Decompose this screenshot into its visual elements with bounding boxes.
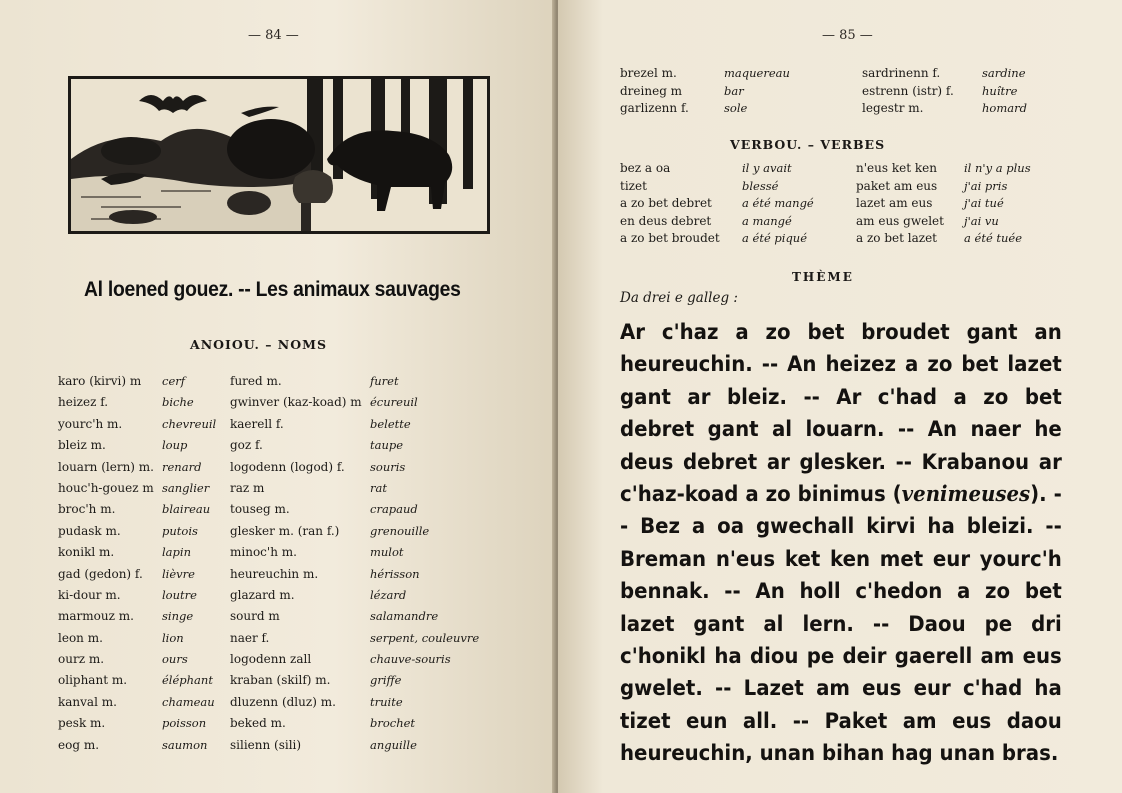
breton-term: a zo bet broudet: [620, 231, 720, 245]
breton-term: n'eus ket ken: [856, 161, 937, 175]
theme-text-italic: venimeuses: [901, 481, 1031, 507]
breton-term: legestr m.: [862, 101, 924, 115]
french-translation: furet: [370, 374, 399, 388]
breton-term: en deus debret: [620, 213, 712, 228]
breton-term: karo (kirvi) m: [58, 374, 142, 388]
french-translation: anguille: [370, 737, 417, 752]
verb-row: [620, 161, 1050, 179]
breton-term: bleiz m.: [58, 438, 106, 453]
french-translation: putois: [162, 523, 198, 538]
breton-term: sourd m: [230, 609, 280, 624]
french-translation: rat: [370, 480, 387, 495]
french-translation: chevreuil: [162, 416, 217, 431]
breton-term: a zo bet lazet: [856, 231, 937, 245]
breton-term: kraban (skilf) m.: [230, 673, 331, 688]
french-translation: lapin: [162, 545, 191, 560]
breton-term: sardrinenn f.: [862, 66, 941, 80]
verb-row: [620, 179, 1050, 197]
breton-term: garlizenn f.: [620, 101, 689, 115]
breton-term: pesk m.: [58, 716, 106, 731]
breton-term: glesker m. (ran f.): [230, 523, 340, 538]
breton-term: pudask m.: [58, 523, 121, 538]
breton-term: louarn (lern) m.: [58, 459, 154, 474]
french-translation: cerf: [162, 374, 185, 388]
french-translation: j'ai pris: [964, 178, 1008, 193]
breton-term: goz f.: [230, 438, 263, 453]
vocab-row: [58, 631, 498, 652]
breton-term: touseg m.: [230, 502, 290, 517]
vocab-row: [58, 609, 498, 630]
vocab-row: [58, 588, 498, 609]
breton-term: logodenn zall: [230, 652, 312, 667]
breton-term: logodenn (logod) f.: [230, 459, 345, 474]
breton-term: glazard m.: [230, 587, 295, 602]
vocab-row: [620, 66, 1050, 84]
french-translation: singe: [162, 609, 194, 624]
vocab-row: [58, 481, 498, 502]
breton-term: lazet am eus: [856, 196, 933, 210]
french-translation: a été tuée: [964, 231, 1023, 245]
french-translation: brochet: [370, 716, 416, 731]
french-translation: souris: [370, 459, 406, 474]
french-translation: biche: [162, 395, 194, 410]
page-number-right: — 85 —: [822, 28, 873, 43]
french-translation: blaireau: [162, 502, 211, 517]
breton-term: fured m.: [230, 374, 282, 388]
french-translation: sanglier: [162, 480, 210, 495]
french-translation: sardine: [982, 66, 1026, 80]
breton-term: yourc'h m.: [58, 416, 123, 431]
vocab-row: [58, 395, 498, 416]
breton-term: dreineg m: [620, 83, 683, 98]
theme-heading: THÈME: [792, 270, 854, 284]
french-translation: grenouille: [370, 523, 430, 538]
breton-term: leon m.: [58, 630, 103, 645]
breton-term: bez a oa: [620, 161, 671, 175]
french-translation: a été mangé: [742, 196, 814, 210]
breton-term: heureuchin m.: [230, 566, 319, 581]
french-translation: lièvre: [162, 566, 195, 581]
breton-term: kanval m.: [58, 694, 117, 709]
breton-term: houc'h-gouez m: [58, 480, 154, 495]
fish-vocabulary-list: [620, 66, 1050, 119]
french-translation: a mangé: [742, 213, 792, 228]
french-translation: mulot: [370, 545, 404, 560]
breton-term: marmouz m.: [58, 609, 134, 624]
page-title: Al loened gouez. -- Les animaux sauvages: [84, 278, 461, 301]
nouns-heading: ANOIOU. – NOMS: [190, 337, 327, 352]
french-translation: il y avait: [742, 161, 792, 175]
breton-term: naer f.: [230, 630, 270, 645]
breton-term: beked m.: [230, 716, 286, 731]
french-translation: saumon: [162, 737, 208, 752]
french-translation: bar: [724, 83, 744, 98]
breton-term: estrenn (istr) f.: [862, 83, 954, 98]
page-number-left: — 84 —: [248, 28, 299, 43]
breton-term: ki-dour m.: [58, 587, 121, 602]
vocab-row: [58, 438, 498, 459]
french-translation: blessé: [742, 178, 779, 193]
vocab-row: [58, 524, 498, 545]
french-translation: a été piqué: [742, 231, 808, 245]
breton-term: paket am eus: [856, 178, 938, 193]
vocab-row: [58, 695, 498, 716]
right-page: [558, 0, 1122, 793]
vocab-row: [58, 567, 498, 588]
theme-text-part-1: Ar c'haz a zo bet broudet gant an heureuchin. -- An heizez a zo bet lazet gant ar bleiz. -- Ar c'had a zo bet debret gant al louarn. -- An naer he deus debret ar glesker. -- Krabanou ar c'haz-koad a zo binimus (: [620, 320, 1062, 507]
vocab-row: [58, 460, 498, 481]
french-translation: lion: [162, 630, 184, 645]
french-translation: sole: [724, 101, 748, 115]
vocab-row: [58, 738, 498, 759]
french-translation: lézard: [370, 587, 407, 602]
french-translation: hérisson: [370, 566, 420, 581]
theme-text-part-2: ). -- Bez a oa gwechall kirvi ha bleizi. -- Breman n'eus ket ken met eur yourc'h bennak. -- An holl c'hedon a zo bet lazet gant al lern. -- Daou pe dri c'honikl ha diou pe deir gaerell am eus gwelet. -- Lazet am eus eur c'had ha tizet eun all. -- Paket am eus daou heureuchin, unan bihan hag unan bras.: [620, 482, 1062, 766]
vocab-row: [58, 673, 498, 694]
vocab-row: [620, 84, 1050, 102]
french-translation: renard: [162, 459, 202, 474]
vocab-row: [58, 545, 498, 566]
breton-term: brezel m.: [620, 66, 677, 80]
breton-term: minoc'h m.: [230, 545, 297, 560]
verb-row: [620, 196, 1050, 214]
breton-term: gad (gedon) f.: [58, 566, 143, 581]
french-translation: j'ai vu: [964, 213, 999, 228]
french-translation: belette: [370, 416, 411, 431]
vocab-row: [58, 716, 498, 737]
breton-term: a zo bet debret: [620, 196, 712, 210]
french-translation: il n'y a plus: [964, 161, 1031, 175]
verb-row: [620, 231, 1050, 249]
breton-term: am eus gwelet: [856, 213, 944, 228]
french-translation: maquereau: [724, 66, 790, 80]
nouns-vocabulary-list: [58, 374, 498, 759]
breton-term: gwinver (kaz-koad) m: [230, 395, 362, 410]
breton-term: eog m.: [58, 737, 100, 752]
breton-term: raz m: [230, 480, 265, 495]
breton-term: oliphant m.: [58, 673, 128, 688]
exercise-instruction: Da drei e galleg :: [620, 290, 738, 306]
french-translation: serpent, couleuvre: [370, 630, 480, 645]
verbs-list: [620, 161, 1050, 249]
vocab-row: [58, 652, 498, 673]
french-translation: poisson: [162, 716, 207, 731]
breton-term: silienn (sili): [230, 737, 302, 752]
breton-term: ourz m.: [58, 652, 105, 667]
breton-term: dluzenn (dluz) m.: [230, 694, 336, 709]
theme-exercise-text: [620, 316, 1062, 770]
french-translation: huître: [982, 83, 1018, 98]
french-translation: éléphant: [162, 673, 213, 688]
french-translation: truite: [370, 694, 403, 709]
french-translation: chameau: [162, 694, 215, 709]
left-page: [0, 0, 556, 793]
french-translation: ours: [162, 652, 188, 667]
french-translation: griffe: [370, 673, 402, 688]
vocab-row: [58, 374, 498, 395]
breton-term: konikl m.: [58, 545, 115, 560]
verbs-heading: VERBOU. – VERBES: [730, 137, 886, 152]
french-translation: écureuil: [370, 395, 418, 410]
vocab-row: [58, 417, 498, 438]
french-translation: crapaud: [370, 502, 418, 517]
breton-term: kaerell f.: [230, 416, 284, 431]
woodcut-illustration: [68, 76, 490, 234]
french-translation: salamandre: [370, 609, 439, 624]
breton-term: tizet: [620, 178, 647, 193]
french-translation: taupe: [370, 438, 404, 453]
french-translation: j'ai tué: [964, 196, 1004, 210]
french-translation: chauve-souris: [370, 652, 451, 667]
french-translation: loutre: [162, 587, 197, 602]
vocab-row: [58, 502, 498, 523]
breton-term: heizez f.: [58, 395, 109, 410]
verb-row: [620, 214, 1050, 232]
animals-scene-image: [71, 79, 487, 231]
breton-term: broc'h m.: [58, 502, 116, 517]
vocab-row: [620, 101, 1050, 119]
french-translation: loup: [162, 438, 188, 453]
french-translation: homard: [982, 101, 1027, 115]
